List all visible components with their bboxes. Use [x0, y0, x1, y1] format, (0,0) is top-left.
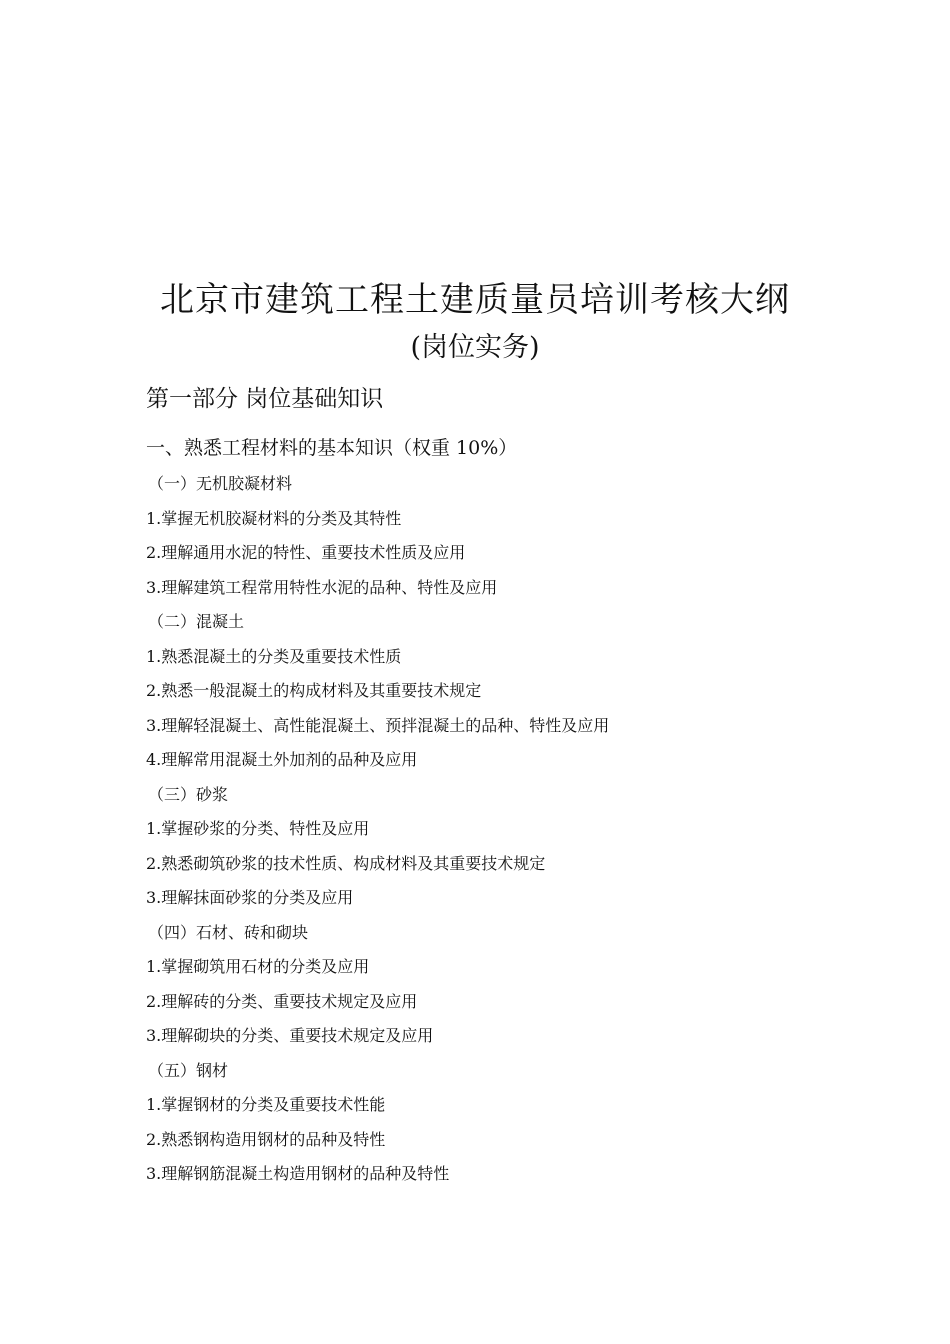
subsection-heading: （二）混凝土: [148, 612, 245, 631]
outline-item: 3.理解轻混凝土、高性能混凝土、预拌混凝土的品种、特性及应用: [146, 715, 610, 735]
outline-item: 2.熟悉钢构造用钢材的品种及特性: [146, 1129, 386, 1149]
outline-list: [146, 467, 906, 1192]
subsection-heading: （五）钢材: [148, 1060, 229, 1080]
outline-item: 2.熟悉砌筑砂浆的技术性质、构成材料及其重要技术规定: [146, 853, 546, 873]
outline-item: 2.熟悉一般混凝土的构成材料及其重要技术规定: [146, 681, 482, 700]
section-heading: 一、熟悉工程材料的基本知识（权重 10%）: [146, 437, 518, 459]
subsection-heading: （一）无机胶凝材料: [148, 474, 293, 493]
outline-item: 3.理解抹面砂浆的分类及应用: [146, 888, 354, 907]
outline-item: 1.掌握砌筑用石材的分类及应用: [146, 957, 370, 976]
outline-item: 1.掌握砂浆的分类、特性及应用: [146, 819, 370, 838]
document-title: 北京市建筑工程土建质量员培训考核大纲: [160, 280, 790, 320]
part-heading: 第一部分 岗位基础知识: [146, 386, 384, 412]
outline-item: 2.理解砖的分类、重要技术规定及应用: [146, 991, 418, 1011]
subsection-heading: （四）石材、砖和砌块: [148, 922, 309, 942]
document-subtitle: (岗位实务): [410, 332, 540, 363]
subsection-heading: （三）砂浆: [148, 784, 229, 804]
outline-item: 2.理解通用水泥的特性、重要技术性质及应用: [146, 543, 466, 562]
outline-item: 4.理解常用混凝土外加剂的品种及应用: [146, 750, 418, 769]
outline-item: 1.掌握无机胶凝材料的分类及其特性: [146, 508, 402, 528]
outline-item: 3.理解建筑工程常用特性水泥的品种、特性及应用: [146, 577, 498, 597]
outline-item: 1.熟悉混凝土的分类及重要技术性质: [146, 646, 402, 666]
outline-item: 3.理解砌块的分类、重要技术规定及应用: [146, 1026, 434, 1045]
outline-item: 3.理解钢筋混凝土构造用钢材的品种及特性: [146, 1164, 450, 1183]
outline-item: 1.掌握钢材的分类及重要技术性能: [146, 1095, 386, 1114]
